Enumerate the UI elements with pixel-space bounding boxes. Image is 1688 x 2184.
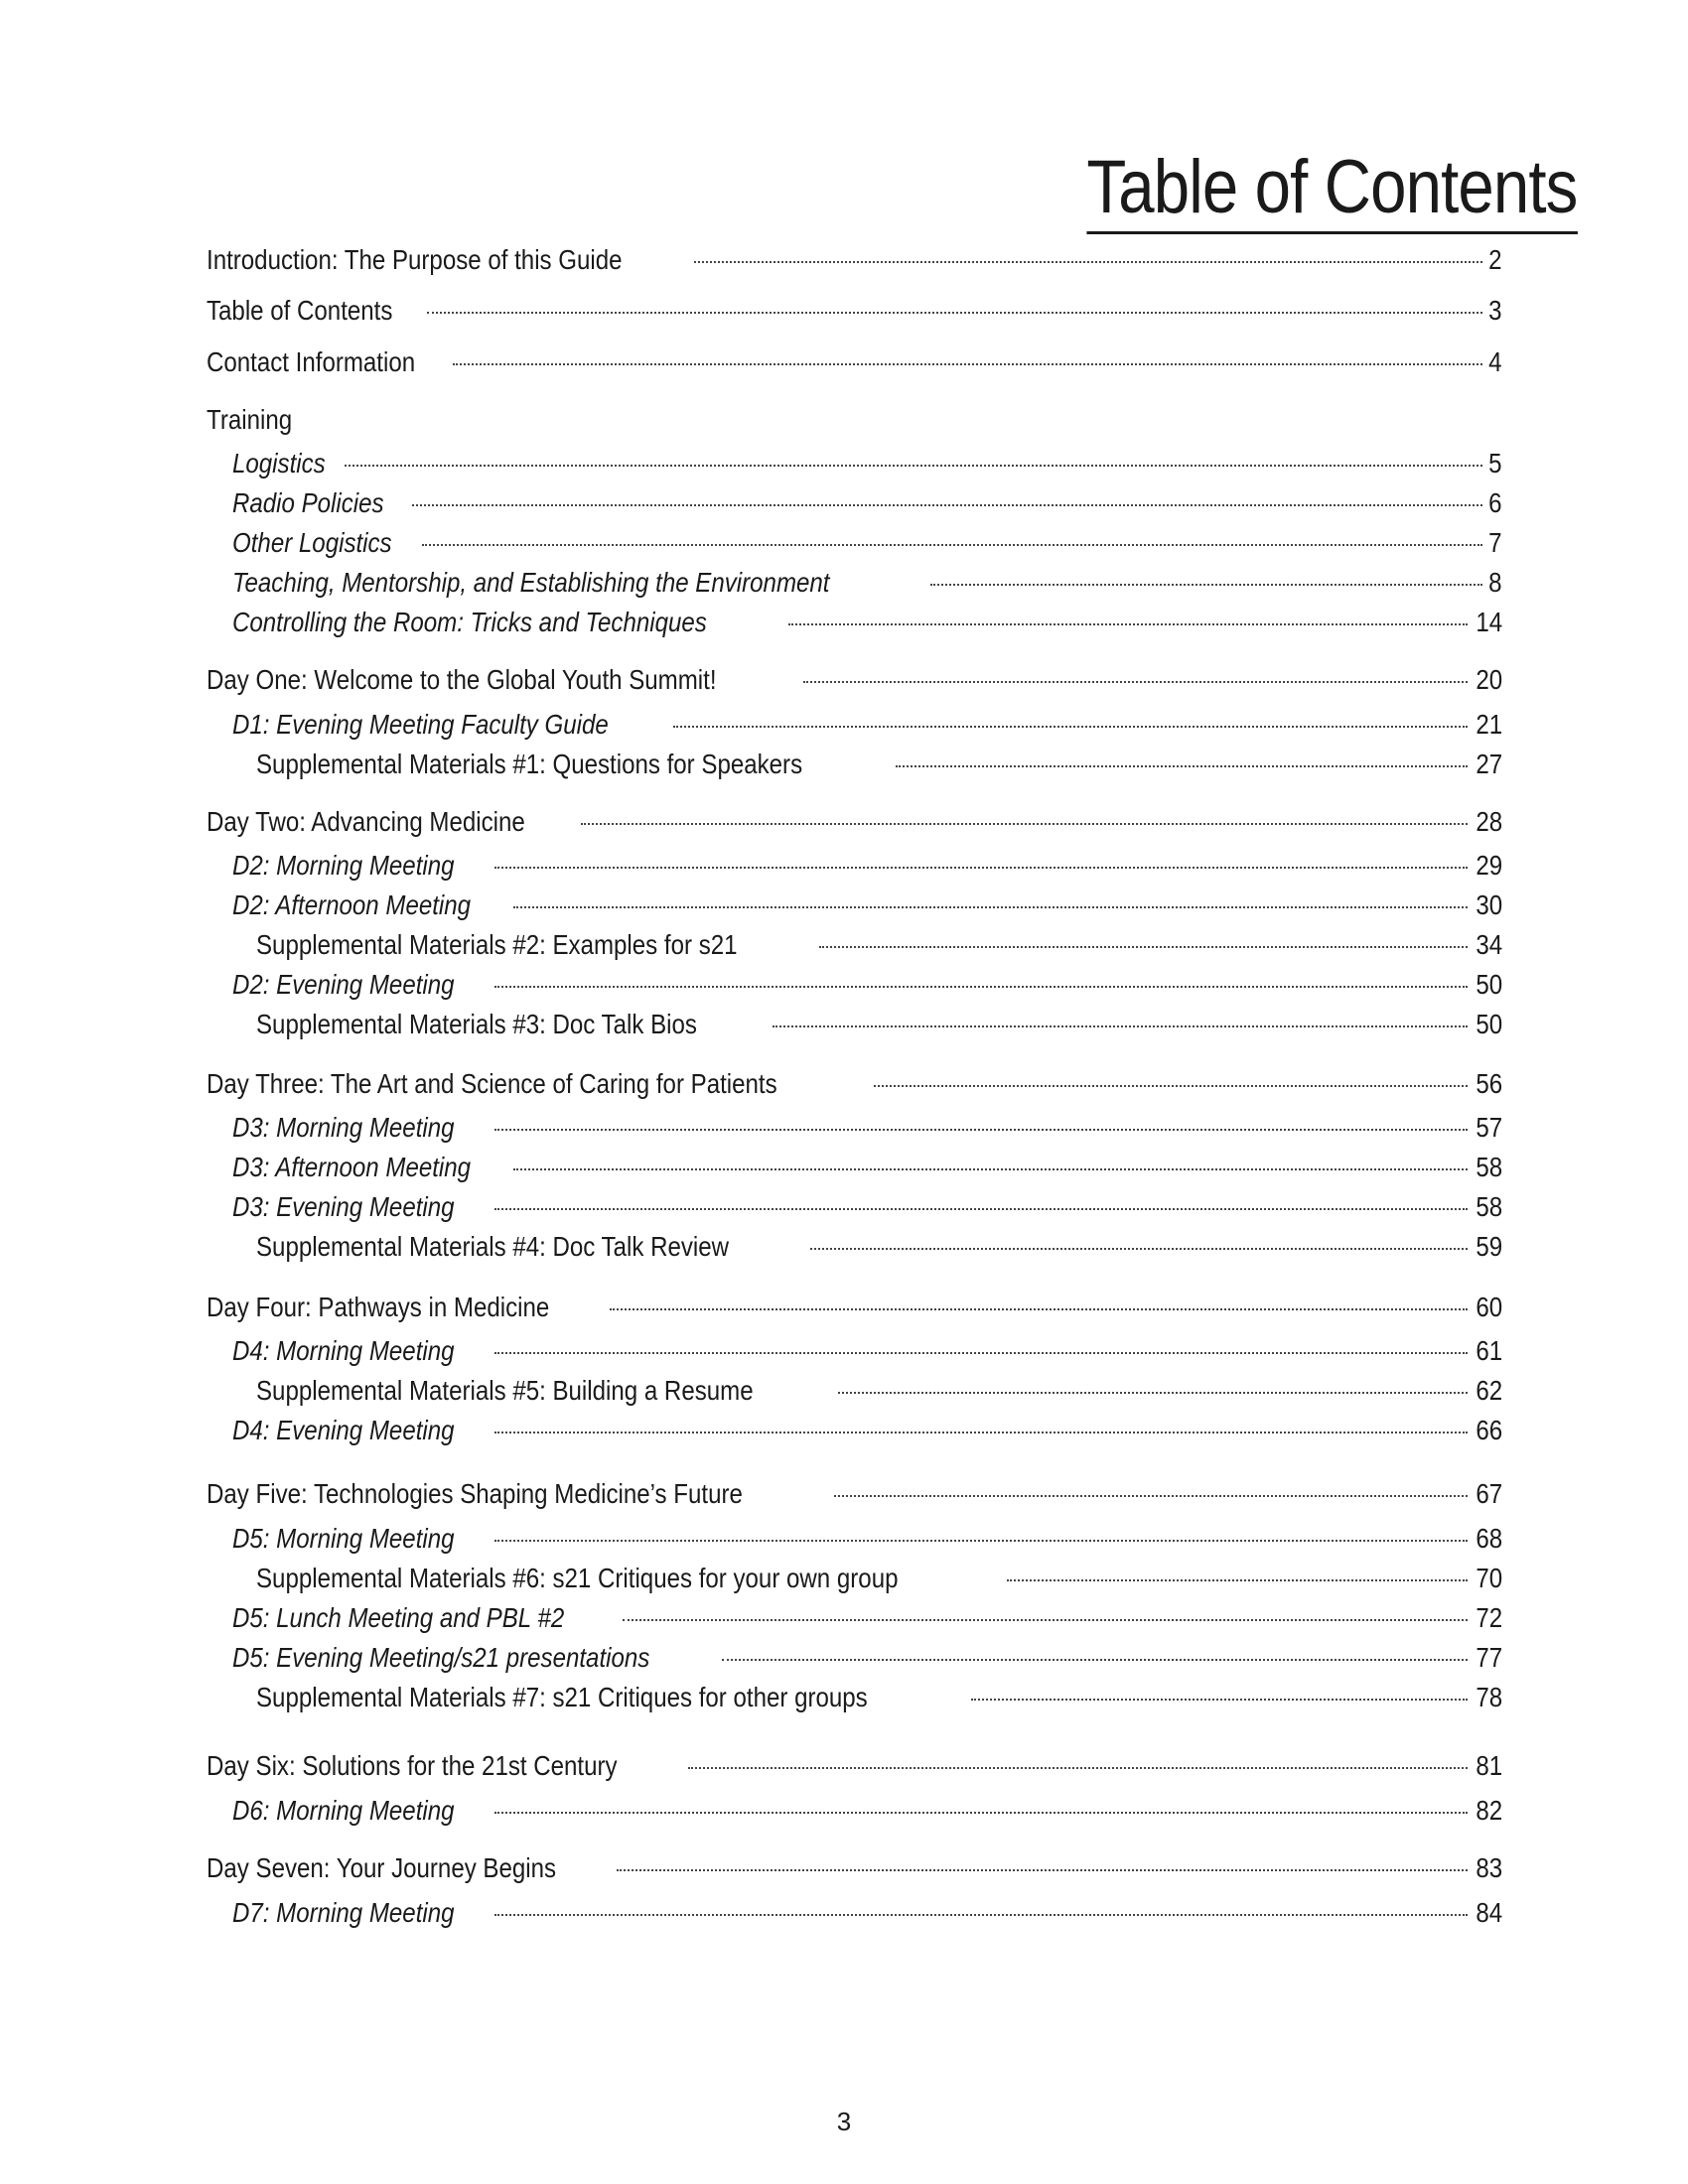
dot-leader	[345, 465, 1482, 467]
dot-leader	[494, 986, 1468, 988]
toc-entry[interactable]	[232, 886, 1502, 925]
toc-entry[interactable]	[256, 1005, 1502, 1044]
toc-entry[interactable]	[207, 240, 1502, 280]
toc-entry-label: D2: Evening Meeting	[232, 969, 455, 1000]
toc-entry-page: 56	[1476, 1068, 1502, 1099]
dot-leader	[694, 261, 1483, 263]
dot-leader	[494, 1208, 1468, 1210]
dot-leader	[874, 1085, 1468, 1087]
toc-entry-page: 83	[1476, 1852, 1502, 1883]
dot-leader	[494, 1432, 1468, 1433]
toc-entry-page: 7	[1488, 527, 1502, 558]
dot-leader	[581, 823, 1468, 825]
toc-entry[interactable]	[232, 1148, 1502, 1187]
toc-entry[interactable]	[207, 660, 1502, 700]
toc-entry[interactable]	[207, 1064, 1502, 1104]
section-heading-training: Training	[207, 404, 293, 435]
toc-entry-label: Day Three: The Art and Science of Caring for Patients	[207, 1068, 777, 1099]
dot-leader	[422, 544, 1483, 546]
toc-entry-page: 14	[1476, 607, 1502, 637]
toc-entry-label: Day Four: Pathways in Medicine	[207, 1292, 550, 1322]
toc-entry[interactable]	[232, 1893, 1502, 1933]
toc-entry-page: 72	[1476, 1602, 1502, 1633]
dot-leader	[1007, 1579, 1468, 1581]
toc-entry-label: D6: Morning Meeting	[232, 1795, 455, 1826]
toc-entry-label: D3: Afternoon Meeting	[232, 1152, 472, 1182]
dot-leader	[513, 906, 1468, 908]
toc-entry-label: D5: Lunch Meeting and PBL #2	[232, 1602, 565, 1633]
toc-entry-page: 20	[1476, 664, 1502, 695]
toc-entry-label: D1: Evening Meeting Faculty Guide	[232, 709, 609, 740]
toc-entry-label: Contact Information	[207, 346, 416, 377]
toc-entry[interactable]	[232, 1187, 1502, 1227]
dot-leader	[610, 1308, 1468, 1310]
dot-leader	[810, 1248, 1468, 1250]
dot-leader	[427, 312, 1483, 314]
toc-entry[interactable]	[256, 1371, 1502, 1411]
toc-entry-page: 77	[1476, 1642, 1502, 1673]
dot-leader	[453, 363, 1482, 365]
toc-entry-page: 58	[1476, 1152, 1502, 1182]
toc-entry[interactable]	[232, 1519, 1502, 1559]
toc-entry-page: 8	[1488, 567, 1502, 598]
toc-entry[interactable]	[207, 291, 1502, 331]
toc-entry-label: Introduction: The Purpose of this Guide	[207, 244, 623, 275]
toc-entry-page: 57	[1476, 1112, 1502, 1143]
dot-leader	[722, 1659, 1468, 1661]
toc-entry[interactable]	[207, 1474, 1502, 1514]
toc-entry-label: D2: Morning Meeting	[232, 850, 455, 881]
toc-entry[interactable]	[232, 1331, 1502, 1371]
dot-leader	[494, 1812, 1468, 1814]
toc-entry-page: 34	[1476, 929, 1502, 960]
toc-list	[207, 0, 1502, 2184]
dot-leader	[788, 623, 1468, 625]
toc-entry[interactable]	[207, 1746, 1502, 1786]
dot-leader	[896, 765, 1468, 767]
toc-entry-page: 50	[1476, 1009, 1502, 1039]
toc-entry[interactable]	[232, 1108, 1502, 1148]
toc-entry[interactable]	[232, 523, 1502, 563]
toc-entry-page: 60	[1476, 1292, 1502, 1322]
toc-entry-label: Supplemental Materials #4: Doc Talk Review	[256, 1231, 730, 1262]
toc-entry-page: 6	[1488, 487, 1502, 518]
toc-entry-page: 59	[1476, 1231, 1502, 1262]
dot-leader	[412, 504, 1482, 506]
toc-entry[interactable]	[207, 802, 1502, 842]
toc-entry-page: 2	[1488, 244, 1502, 275]
toc-entry-label: Day Six: Solutions for the 21st Century	[207, 1750, 618, 1781]
toc-entry-page: 81	[1476, 1750, 1502, 1781]
toc-entry-page: 50	[1476, 969, 1502, 1000]
dot-leader	[930, 584, 1482, 586]
toc-entry[interactable]	[207, 1288, 1502, 1327]
toc-entry-page: 84	[1476, 1897, 1502, 1928]
toc-entry[interactable]	[232, 444, 1502, 483]
toc-entry-page: 68	[1476, 1523, 1502, 1554]
toc-entry-label: D7: Morning Meeting	[232, 1897, 455, 1928]
toc-entry-label: Day Seven: Your Journey Begins	[207, 1852, 557, 1883]
toc-entry-label: Supplemental Materials #1: Questions for Speakers	[256, 749, 803, 779]
toc-entry-label: Table of Contents	[207, 295, 393, 326]
toc-entry-label: Day Five: Technologies Shaping Medicine’s Future	[207, 1478, 743, 1509]
toc-entry[interactable]	[232, 846, 1502, 886]
toc-entry-label: Supplemental Materials #2: Examples for s21	[256, 929, 738, 960]
toc-entry-label: D2: Afternoon Meeting	[232, 889, 472, 920]
toc-entry[interactable]	[232, 965, 1502, 1005]
toc-entry-page: 29	[1476, 850, 1502, 881]
toc-entry-page: 66	[1476, 1415, 1502, 1445]
toc-entry[interactable]	[256, 1227, 1502, 1267]
toc-entry[interactable]	[256, 1678, 1502, 1717]
toc-entry-label: Supplemental Materials #3: Doc Talk Bios	[256, 1009, 697, 1039]
toc-entry[interactable]	[207, 342, 1502, 382]
toc-entry-label: D4: Evening Meeting	[232, 1415, 455, 1445]
dot-leader	[623, 1619, 1468, 1621]
page-number: 3	[836, 2107, 852, 2136]
toc-entry[interactable]	[232, 603, 1502, 642]
toc-entry-page: 30	[1476, 889, 1502, 920]
toc-entry-label: Supplemental Materials #6: s21 Critiques for your own group	[256, 1563, 899, 1593]
toc-entry-page: 82	[1476, 1795, 1502, 1826]
dot-leader	[834, 1495, 1468, 1497]
toc-entry-label: D5: Morning Meeting	[232, 1523, 455, 1554]
dot-leader	[803, 681, 1468, 683]
dot-leader	[838, 1392, 1468, 1394]
toc-entry[interactable]	[207, 1848, 1502, 1888]
dot-leader	[494, 1540, 1468, 1542]
dot-leader	[494, 867, 1468, 869]
toc-entry-page: 78	[1476, 1682, 1502, 1712]
toc-entry-page: 5	[1488, 448, 1502, 478]
toc-entry[interactable]	[232, 1598, 1502, 1638]
toc-entry-label: Supplemental Materials #7: s21 Critiques for other groups	[256, 1682, 868, 1712]
dot-leader	[494, 1129, 1468, 1131]
toc-entry[interactable]	[232, 1791, 1502, 1831]
toc-entry-page: 67	[1476, 1478, 1502, 1509]
dot-leader	[617, 1869, 1467, 1871]
toc-entry-label: Radio Policies	[232, 487, 384, 518]
toc-entry-page: 58	[1476, 1191, 1502, 1222]
toc-entry[interactable]	[232, 483, 1502, 523]
toc-entry-page: 62	[1476, 1375, 1502, 1406]
dot-leader	[971, 1699, 1468, 1701]
toc-entry-page: 3	[1488, 295, 1502, 326]
toc-entry-page: 28	[1476, 806, 1502, 837]
toc-entry[interactable]	[232, 705, 1502, 745]
toc-entry-label: Controlling the Room: Tricks and Techniques	[232, 607, 707, 637]
toc-entry-label: Day Two: Advancing Medicine	[207, 806, 525, 837]
dot-leader	[688, 1767, 1468, 1769]
toc-entry-page: 21	[1476, 709, 1502, 740]
toc-entry-label: Other Logistics	[232, 527, 392, 558]
toc-entry-page: 61	[1476, 1335, 1502, 1366]
toc-entry-page: 27	[1476, 749, 1502, 779]
page-title: Table of Contents	[1086, 150, 1577, 234]
toc-entry-label: D3: Evening Meeting	[232, 1191, 455, 1222]
toc-entry-label: Logistics	[232, 448, 326, 478]
toc-entry-label: Day One: Welcome to the Global Youth Summit!	[207, 664, 717, 695]
toc-entry-page: 70	[1476, 1563, 1502, 1593]
toc-entry[interactable]	[256, 925, 1502, 965]
toc-entry-label: D5: Evening Meeting/s21 presentations	[232, 1642, 650, 1673]
toc-entry[interactable]	[256, 745, 1502, 784]
toc-entry-page: 4	[1488, 346, 1502, 377]
dot-leader	[673, 726, 1467, 728]
dot-leader	[773, 1025, 1468, 1027]
toc-entry[interactable]	[232, 1411, 1502, 1450]
dot-leader	[513, 1168, 1468, 1170]
toc-entry[interactable]	[232, 563, 1502, 603]
toc-entry-label: D3: Morning Meeting	[232, 1112, 455, 1143]
toc-entry-label: Supplemental Materials #5: Building a Resume	[256, 1375, 754, 1406]
dot-leader	[819, 946, 1467, 948]
toc-entry-label: Teaching, Mentorship, and Establishing the Environment	[232, 567, 830, 598]
dot-leader	[494, 1352, 1468, 1354]
dot-leader	[494, 1914, 1468, 1916]
toc-entry[interactable]	[256, 1559, 1502, 1598]
toc-entry[interactable]	[232, 1638, 1502, 1678]
toc-entry-label: D4: Morning Meeting	[232, 1335, 455, 1366]
